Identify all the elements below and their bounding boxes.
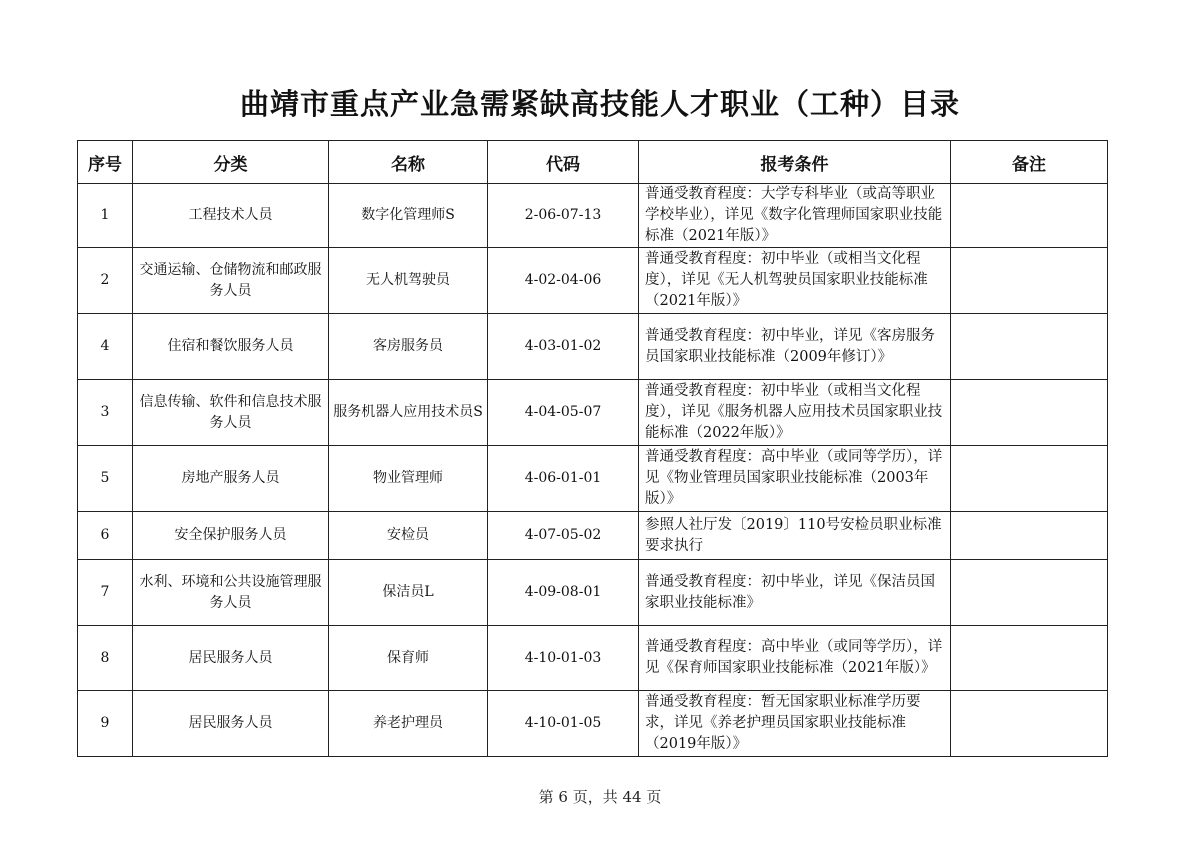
cell-requirements: 普通受教育程度：暂无国家职业标准学历要求，详见《养老护理员国家职业技能标准（2019年版）》 — [639, 691, 951, 757]
cell-code: 4-10-01-05 — [488, 691, 639, 757]
cell-category: 信息传输、软件和信息技术服务人员 — [133, 380, 329, 446]
cell-name: 服务机器人应用技术员S — [329, 380, 488, 446]
table-row — [78, 248, 1108, 314]
cell-remarks — [951, 380, 1108, 446]
cell-requirements: 普通受教育程度：初中毕业，详见《保洁员国家职业技能标准》 — [639, 560, 951, 626]
cell-requirements: 普通受教育程度：初中毕业（或相当文化程度），详见《无人机驾驶员国家职业技能标准（2021年版）》 — [639, 248, 951, 314]
cell-remarks — [951, 248, 1108, 314]
cell-requirements: 参照人社厅发〔2019〕110号安检员职业标准要求执行 — [639, 512, 951, 560]
table-row — [78, 691, 1108, 757]
cell-category: 住宿和餐饮服务人员 — [133, 314, 329, 380]
table-row — [78, 512, 1108, 560]
cell-category: 居民服务人员 — [133, 691, 329, 757]
cell-category: 居民服务人员 — [133, 626, 329, 691]
cell-seq: 1 — [78, 184, 133, 248]
cell-code: 4-07-05-02 — [488, 512, 639, 560]
cell-code: 4-02-04-06 — [488, 248, 639, 314]
cell-remarks — [951, 314, 1108, 380]
cell-seq: 3 — [78, 380, 133, 446]
cell-requirements: 普通受教育程度：高中毕业（或同等学历），详见《保育师国家职业技能标准（2021年版）》 — [639, 626, 951, 691]
cell-name: 客房服务员 — [329, 314, 488, 380]
table-header-row — [78, 141, 1108, 184]
cell-remarks — [951, 512, 1108, 560]
header-name: 名称 — [329, 141, 488, 184]
header-requirements: 报考条件 — [639, 141, 951, 184]
table-row — [78, 560, 1108, 626]
cell-code: 4-06-01-01 — [488, 446, 639, 512]
header-code: 代码 — [488, 141, 639, 184]
cell-seq: 7 — [78, 560, 133, 626]
table-row — [78, 446, 1108, 512]
cell-name: 数字化管理师S — [329, 184, 488, 248]
page-number-footer: 第 6 页，共 44 页 — [538, 788, 662, 806]
page-title: 曲靖市重点产业急需紧缺高技能人才职业（工种）目录 — [239, 87, 960, 121]
cell-remarks — [951, 560, 1108, 626]
cell-name: 安检员 — [329, 512, 488, 560]
cell-category: 房地产服务人员 — [133, 446, 329, 512]
occupation-catalog-table — [77, 140, 1108, 757]
cell-code: 4-09-08-01 — [488, 560, 639, 626]
cell-name: 养老护理员 — [329, 691, 488, 757]
table-row — [78, 380, 1108, 446]
cell-requirements: 普通受教育程度：高中毕业（或同等学历），详见《物业管理员国家职业技能标准（2003年版）》 — [639, 446, 951, 512]
cell-remarks — [951, 446, 1108, 512]
cell-category: 水利、环境和公共设施管理服务人员 — [133, 560, 329, 626]
table-row — [78, 314, 1108, 380]
cell-seq: 8 — [78, 626, 133, 691]
cell-seq: 4 — [78, 314, 133, 380]
cell-name: 无人机驾驶员 — [329, 248, 488, 314]
table-row — [78, 626, 1108, 691]
cell-category: 安全保护服务人员 — [133, 512, 329, 560]
table-row — [78, 184, 1108, 248]
cell-seq: 2 — [78, 248, 133, 314]
cell-category: 交通运输、仓储物流和邮政服务人员 — [133, 248, 329, 314]
cell-requirements: 普通受教育程度：大学专科毕业（或高等职业学校毕业），详见《数字化管理师国家职业技能标准（2021年版）》 — [639, 184, 951, 248]
cell-remarks — [951, 184, 1108, 248]
cell-name: 保育师 — [329, 626, 488, 691]
cell-requirements: 普通受教育程度：初中毕业（或相当文化程度），详见《服务机器人应用技术员国家职业技能标准（2022年版）》 — [639, 380, 951, 446]
cell-code: 4-03-01-02 — [488, 314, 639, 380]
header-category: 分类 — [133, 141, 329, 184]
cell-seq: 9 — [78, 691, 133, 757]
cell-requirements: 普通受教育程度：初中毕业，详见《客房服务员国家职业技能标准（2009年修订）》 — [639, 314, 951, 380]
cell-code: 4-04-05-07 — [488, 380, 639, 446]
header-seq: 序号 — [78, 141, 133, 184]
cell-seq: 5 — [78, 446, 133, 512]
cell-name: 保洁员L — [329, 560, 488, 626]
cell-remarks — [951, 626, 1108, 691]
cell-seq: 6 — [78, 512, 133, 560]
cell-code: 4-10-01-03 — [488, 626, 639, 691]
cell-remarks — [951, 691, 1108, 757]
cell-name: 物业管理师 — [329, 446, 488, 512]
cell-category: 工程技术人员 — [133, 184, 329, 248]
header-remarks: 备注 — [951, 141, 1108, 184]
cell-code: 2-06-07-13 — [488, 184, 639, 248]
